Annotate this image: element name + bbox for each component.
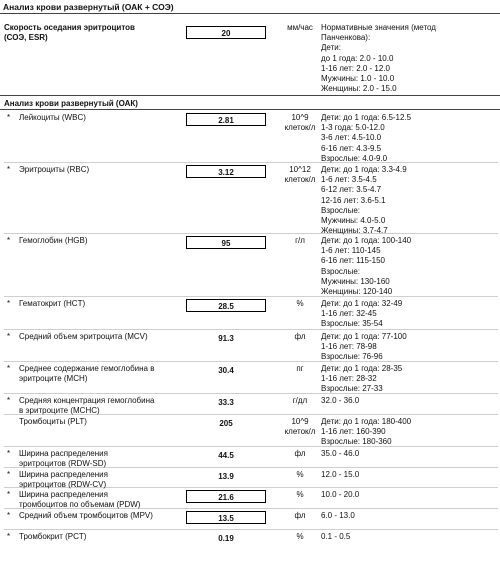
- abnormal-marker: *: [7, 236, 11, 245]
- reference-range: [321, 417, 499, 448]
- test-unit-line: %: [296, 299, 304, 308]
- reference-line: 1-3 года: 5.0-12.0: [321, 123, 385, 133]
- test-name: [19, 299, 184, 309]
- reference-line: 1-16 лет: 32-45: [321, 309, 377, 319]
- test-value: 3.12: [186, 165, 266, 178]
- test-name-line: эритроцитов (RDW-CV): [19, 480, 107, 489]
- test-name: [19, 165, 184, 175]
- reference-range: [321, 470, 499, 480]
- reference-line: 6-16 лет: 115-150: [321, 256, 385, 266]
- test-unit: [280, 165, 320, 185]
- abnormal-marker: *: [7, 364, 11, 373]
- abnormal-marker: *: [7, 449, 11, 458]
- test-unit-line: 10^9: [291, 113, 309, 122]
- test-unit: [280, 449, 320, 459]
- report-header: [0, 0, 500, 14]
- reference-line: Мужчины: 4.0-5.0: [321, 216, 386, 226]
- reference-range: [321, 165, 499, 236]
- reference-line: Дети: до 1 года: 6.5-12.5: [321, 113, 412, 122]
- test-name-line: Средняя концентрация гемоглобина: [19, 396, 155, 405]
- test-name: [19, 490, 184, 510]
- reference-line: Мужчины: 1.0 - 10.0: [321, 74, 395, 84]
- reference-line: 0.1 - 0.5: [321, 532, 351, 541]
- reference-line: Дети: до 1 года: 32-49: [321, 299, 403, 308]
- test-unit-line: %: [296, 532, 304, 541]
- test-name: [19, 470, 184, 490]
- reference-line: 1-16 лет: 28-32: [321, 374, 377, 384]
- test-unit-line: г/дл: [292, 396, 308, 405]
- test-unit: [280, 332, 320, 342]
- test-name-line: Средний объем тромбоцитов (MPV): [19, 511, 153, 520]
- test-name-line: эритроците (MCH): [19, 374, 88, 383]
- esr-reference-range: [321, 23, 499, 94]
- test-unit-line: фл: [294, 449, 306, 458]
- test-unit: [280, 490, 320, 500]
- abnormal-marker: *: [7, 299, 11, 308]
- abnormal-marker: *: [7, 470, 11, 479]
- abnormal-marker: *: [7, 113, 11, 122]
- test-name-line: Лейкоциты (WBC): [19, 113, 86, 122]
- test-unit-line: 10^12: [289, 165, 311, 174]
- section-divider: [0, 109, 500, 110]
- test-name-line: Ширина распределения: [19, 490, 108, 499]
- reference-range: [321, 490, 499, 500]
- esr-name: Скорость оседания эритроцитов (СОЭ, ESR): [4, 23, 135, 42]
- test-name-line: Ширина распределения: [19, 449, 108, 458]
- reference-line: Женщины: 2.0 - 15.0: [321, 84, 397, 94]
- test-value: 28.5: [186, 299, 266, 312]
- test-name: [19, 332, 184, 342]
- reference-line: до 1 года: 2.0 - 10.0: [321, 53, 394, 63]
- reference-line: Взрослые: 27-33: [321, 384, 383, 394]
- abnormal-marker: *: [7, 532, 11, 541]
- test-value: 21.6: [186, 490, 266, 503]
- test-unit: [280, 299, 320, 309]
- test-unit-line: %: [296, 470, 304, 479]
- test-name: [19, 364, 184, 384]
- test-unit-line: %: [296, 490, 304, 499]
- row-divider: [4, 529, 498, 530]
- test-value: 91.3: [218, 334, 234, 343]
- reference-line: 1-16 лет: 78-98: [321, 342, 377, 352]
- reference-line: Панченкова):: [321, 33, 371, 43]
- reference-line: 3-6 лет: 4.5-10.0: [321, 133, 382, 143]
- test-name-line: Тромбокрит (PCT): [19, 532, 87, 541]
- reference-range: [321, 449, 499, 459]
- reference-line: 35.0 - 46.0: [321, 449, 360, 458]
- reference-range: [321, 299, 499, 330]
- test-name-line: Тромбоциты (PLT): [19, 417, 87, 426]
- reference-line: Дети: до 1 года: 28-35: [321, 364, 403, 373]
- reference-range: [321, 532, 499, 542]
- reference-line: 12.0 - 15.0: [321, 470, 360, 479]
- reference-line: 32.0 - 36.0: [321, 396, 360, 405]
- test-value: 0.19: [218, 534, 234, 543]
- test-unit-line: г/л: [295, 236, 305, 245]
- reference-line: Взрослые:: [321, 266, 360, 276]
- reference-line: Дети: до 1 года: 180-400: [321, 417, 412, 426]
- test-unit: [280, 417, 320, 437]
- reference-line: 6-16 лет: 4.3-9.5: [321, 143, 382, 153]
- reference-line: Женщины: 120-140: [321, 287, 393, 297]
- test-unit-line: клеток/л: [284, 175, 316, 184]
- abnormal-marker: *: [7, 490, 11, 499]
- reference-range: [321, 332, 499, 363]
- test-name-line: тромбоцитов по объемам (PDW): [19, 500, 141, 509]
- test-name: [19, 532, 184, 542]
- test-unit-line: клеток/л: [284, 123, 316, 132]
- test-name: [19, 449, 184, 469]
- reference-line: Дети:: [321, 43, 341, 53]
- test-name-line: Гемоглобин (HGB): [19, 236, 88, 245]
- reference-line: Взрослые: 180-360: [321, 437, 392, 447]
- test-name-line: Средний объем эритроцита (MCV): [19, 332, 148, 341]
- test-name-line: Ширина распределения: [19, 470, 108, 479]
- test-value: 95: [186, 236, 266, 249]
- test-value: 33.3: [218, 398, 234, 407]
- esr-value: 20: [186, 26, 266, 39]
- abnormal-marker: *: [7, 332, 11, 341]
- section-title: Анализ крови развернутый (ОАК): [4, 99, 138, 108]
- reference-line: 12-16 лет: 3.6-5.1: [321, 195, 386, 205]
- test-value: 13.9: [218, 472, 234, 481]
- reference-line: 10.0 - 20.0: [321, 490, 360, 499]
- test-name: [19, 113, 184, 123]
- test-value: 13.5: [186, 511, 266, 524]
- test-name-line: эритроцитов (RDW-SD): [19, 459, 107, 468]
- reference-line: Женщины: 3.7-4.7: [321, 226, 388, 236]
- test-value: 30.4: [218, 366, 234, 375]
- reference-line: 1-16 лет: 2.0 - 12.0: [321, 63, 390, 73]
- test-unit-line: 10^9: [291, 417, 309, 426]
- test-unit-line: фл: [294, 332, 306, 341]
- esr-unit: мм/час: [287, 23, 313, 32]
- reference-line: Нормативные значения (метод: [321, 23, 436, 32]
- test-value: 44.5: [218, 451, 234, 460]
- reference-line: 1-6 лет: 3.5-4.5: [321, 175, 377, 185]
- test-name-line: Гематокрит (HCT): [19, 299, 86, 308]
- reference-range: [321, 511, 499, 521]
- report-title: Анализ крови развернутый (ОАК + СОЭ): [3, 2, 174, 12]
- test-unit: [280, 396, 320, 406]
- reference-line: Дети: до 1 года: 77-100: [321, 332, 407, 341]
- test-unit: [280, 470, 320, 480]
- test-unit-line: клеток/л: [284, 427, 316, 436]
- reference-range: [321, 364, 499, 395]
- test-value: 205: [219, 419, 233, 428]
- test-name: [19, 396, 184, 416]
- test-unit: [280, 364, 320, 374]
- test-unit-line: фл: [294, 511, 306, 520]
- abnormal-marker: *: [7, 165, 11, 174]
- test-unit: [280, 511, 320, 521]
- reference-line: Взрослые: 4.0-9.0: [321, 153, 388, 163]
- test-name-line: Эритроциты (RBC): [19, 165, 90, 174]
- reference-line: 1-16 лет: 160-390: [321, 427, 386, 437]
- reference-line: Взрослые: 76-96: [321, 352, 383, 362]
- reference-line: Взрослые:: [321, 205, 360, 215]
- reference-range: [321, 396, 499, 406]
- reference-range: [321, 236, 499, 297]
- reference-line: Мужчины: 130-160: [321, 276, 390, 286]
- test-name: [19, 236, 184, 246]
- abnormal-marker: *: [7, 511, 11, 520]
- test-name-line: Среднее содержание гемоглобина в: [19, 364, 155, 373]
- reference-line: Дети: до 1 года: 100-140: [321, 236, 412, 245]
- reference-line: Дети: до 1 года: 3.3-4.9: [321, 165, 407, 174]
- reference-line: 6.0 - 13.0: [321, 511, 355, 520]
- test-name-line: в эритроците (MCHC): [19, 406, 100, 415]
- test-unit: [280, 532, 320, 542]
- test-unit: [280, 113, 320, 133]
- reference-range: [321, 113, 499, 164]
- section-divider: [0, 95, 500, 96]
- reference-line: 6-12 лет: 3.5-4.7: [321, 185, 382, 195]
- test-unit-line: пг: [296, 364, 304, 373]
- abnormal-marker: *: [7, 396, 11, 405]
- test-value: 2.81: [186, 113, 266, 126]
- test-unit: [280, 236, 320, 246]
- reference-line: Взрослые: 35-54: [321, 319, 383, 329]
- test-name: [19, 417, 184, 427]
- reference-line: 1-6 лет: 110-145: [321, 246, 381, 256]
- test-name: [19, 511, 184, 521]
